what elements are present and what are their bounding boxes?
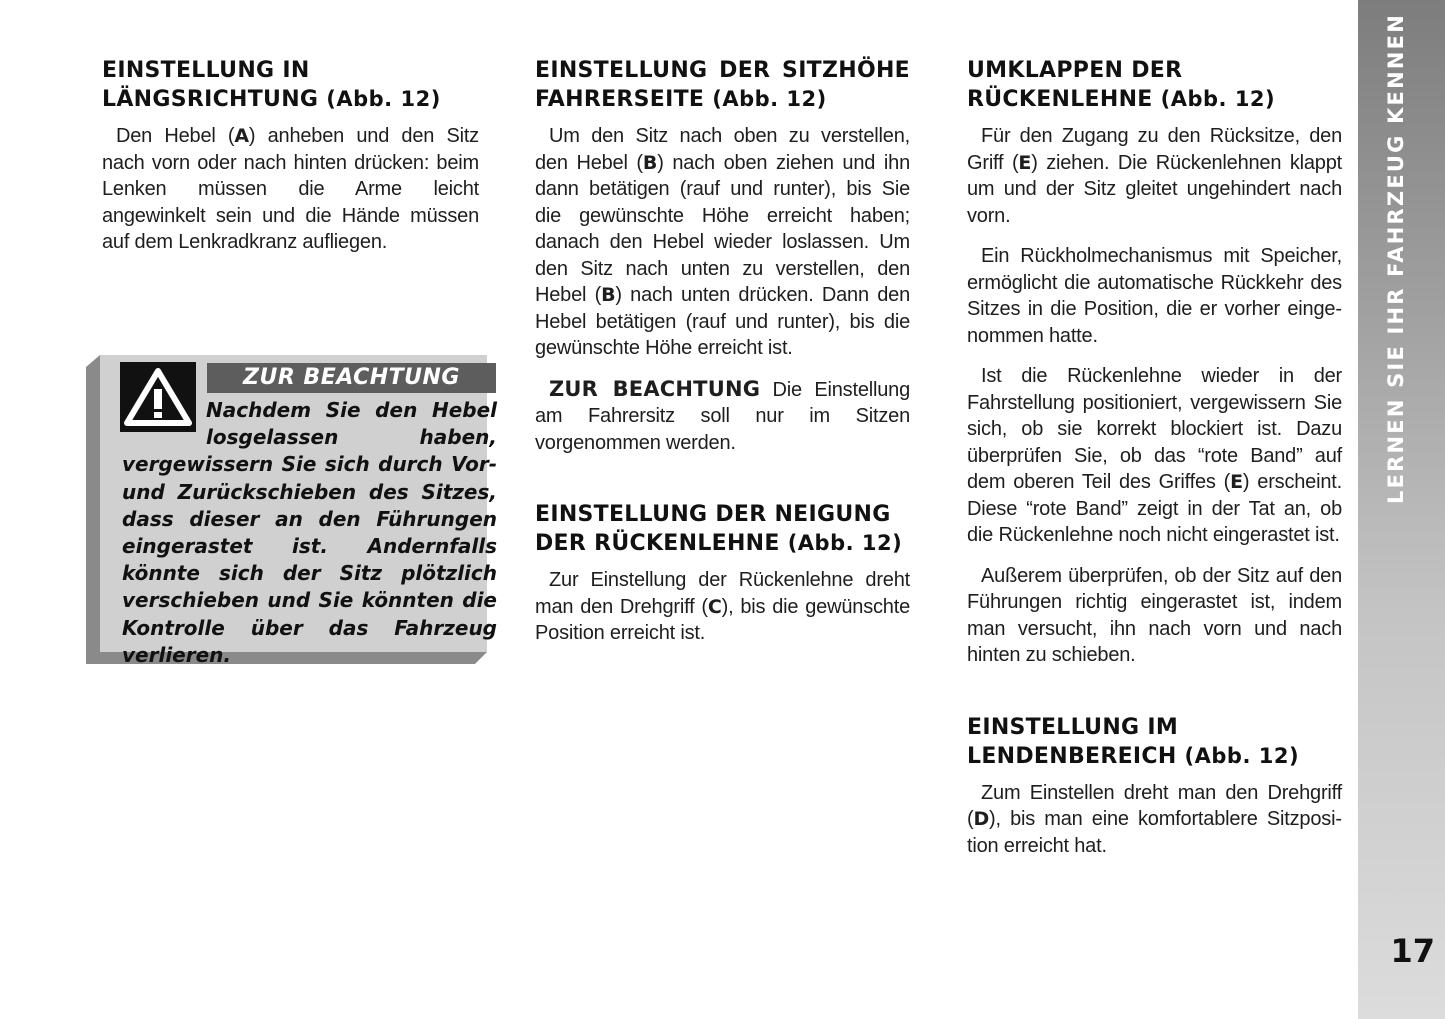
control-letter: E — [1230, 471, 1243, 493]
warning-shadow — [86, 367, 100, 664]
heading-line: EINSTELLUNG IN — [102, 58, 310, 83]
heading-lendenbereich — [967, 713, 1342, 771]
heading-umklappen — [967, 56, 1342, 114]
paragraph-lendenbereich: Zum Einstellen dreht man den Drehgriff (D), bis man eine komfortablere Sitzposition erreicht hat. — [967, 781, 1342, 857]
warning-face — [100, 355, 497, 667]
paragraph-rueckholmechanismus: Ein Rückholmechanismus mit Speicher, ermöglicht die automatische Rückkehr des Sitzes in die Position, die er vorher eingenommen hatte. — [967, 245, 1342, 347]
control-letter: C — [707, 595, 722, 618]
control-letter: B — [601, 284, 616, 306]
heading-line: FAHRERSEITE — [535, 87, 705, 112]
heading-line: RÜCKENLEHNE — [967, 87, 1153, 112]
paragraph-sitzhoehe: Um den Sitz nach oben zu verstellen, den Hebel (B) nach oben ziehen und ihn dann betätigen (rauf und runter), bis Sie die gewünschte Höhe erreicht haben; danach den Hebel wieder loslassen. Um den Sitz nach unten zu verstellen, den Hebel (B) nach unten drücken. Dann den Hebel betätigen (rauf und runter), bis die gewünschte Höhe erreicht ist. — [535, 125, 910, 359]
paragraph-neigung: Zur Einstellung der Rückenlehne dreht man den Drehgriff (C), bis die gewünschte Position erreicht ist. — [535, 569, 911, 644]
heading-neigung — [535, 500, 910, 558]
warning-text: Nachdem Sie den Hebel losgelassen haben, vergewissern Sie sich durch Vor- und Zurückschieben des Sitzes, dass dieser an den Führungen eingerastet ist. Andernfalls könnte sich der Sitz plötzlich verschieben und Sie könnten die Kontrolle über das Fahrzeug verlieren. — [122, 398, 497, 667]
heading-line: EINSTELLUNG DER SITZHÖHE — [535, 58, 910, 83]
control-letter: E — [1018, 151, 1032, 174]
column-3 — [967, 56, 1342, 859]
warning-box — [86, 355, 497, 667]
heading-sitzhoehe — [535, 56, 910, 85]
figure-reference: (Abb. 12) — [326, 87, 441, 111]
paragraph-laengsrichtung: Den Hebel (A) anheben und den Sitz nach vorn oder nach hinten drücken: beim Lenken müssen die Arme leicht angewinkelt sein und die Hände müssen auf dem Lenkradkranz aufliegen. — [102, 125, 479, 253]
paragraph-fuehrungen: Außerem überprüfen, ob der Sitz auf den Führungen richtig eingerastet ist, indem man versucht, ihn nach vorn und nach hinten zu schieben. — [967, 564, 1342, 666]
heading-line: UMKLAPPEN DER — [967, 58, 1183, 83]
control-letter: B — [642, 151, 658, 174]
figure-reference: (Abb. 12) — [1160, 87, 1276, 111]
paragraph-rotes-band: Ist die Rückenlehne wieder in der Fahrstellung positioniert, vergewissern Sie sich, ob sie korrekt blockiert ist. Dazu überprüfen Sie, ob das “rote Band” auf dem oberen Teil des Griffes (E) erscheint. Diese “rote Band” zeigt in der Tat an, ob die Rückenlehne noch nicht eingerastet ist. — [967, 365, 1342, 546]
figure-reference: (Abb. 12) — [787, 531, 903, 555]
heading-line: LÄNGSRICHTUNG — [102, 87, 319, 112]
heading-sitzhoehe-line2 — [535, 85, 910, 114]
heading-line: EINSTELLUNG DER NEIGUNG — [535, 502, 891, 527]
chapter-side-tab-label: LERNEN SIE IHR FAHRZEUG KENNEN — [1384, 13, 1408, 504]
paragraph-umklappen: Für den Zugang zu den Rücksitze, den Griff (E) ziehen. Die Rückenlehnen klappt um und der Sitz gleitet ungehindert nach vorn. — [967, 125, 1342, 227]
heading-line: LENDENBEREICH — [967, 743, 1177, 769]
warning-title: ZUR BEACHTUNG — [207, 363, 496, 393]
inline-warning-label: ZUR BEACHTUNG — [549, 376, 761, 401]
heading-laengsrichtung — [102, 56, 479, 114]
warning-shadow — [86, 355, 100, 367]
figure-reference: (Abb. 12) — [1184, 743, 1300, 768]
column-2 — [535, 56, 910, 647]
control-letter: A — [234, 125, 249, 147]
control-letter: D — [973, 808, 990, 830]
column-1 — [102, 56, 479, 256]
heading-line: DER RÜCKENLEHNE — [535, 531, 780, 556]
page-number: 17 — [1390, 932, 1435, 970]
figure-reference: (Abb. 12) — [712, 87, 827, 111]
heading-line: EINSTELLUNG IM — [967, 714, 1179, 740]
paragraph-sitzhoehe-warning: ZUR BEACHTUNG Die Einstellung am Fahrersitz soll nur im Sitzen vorgenommen werden. — [535, 376, 910, 454]
